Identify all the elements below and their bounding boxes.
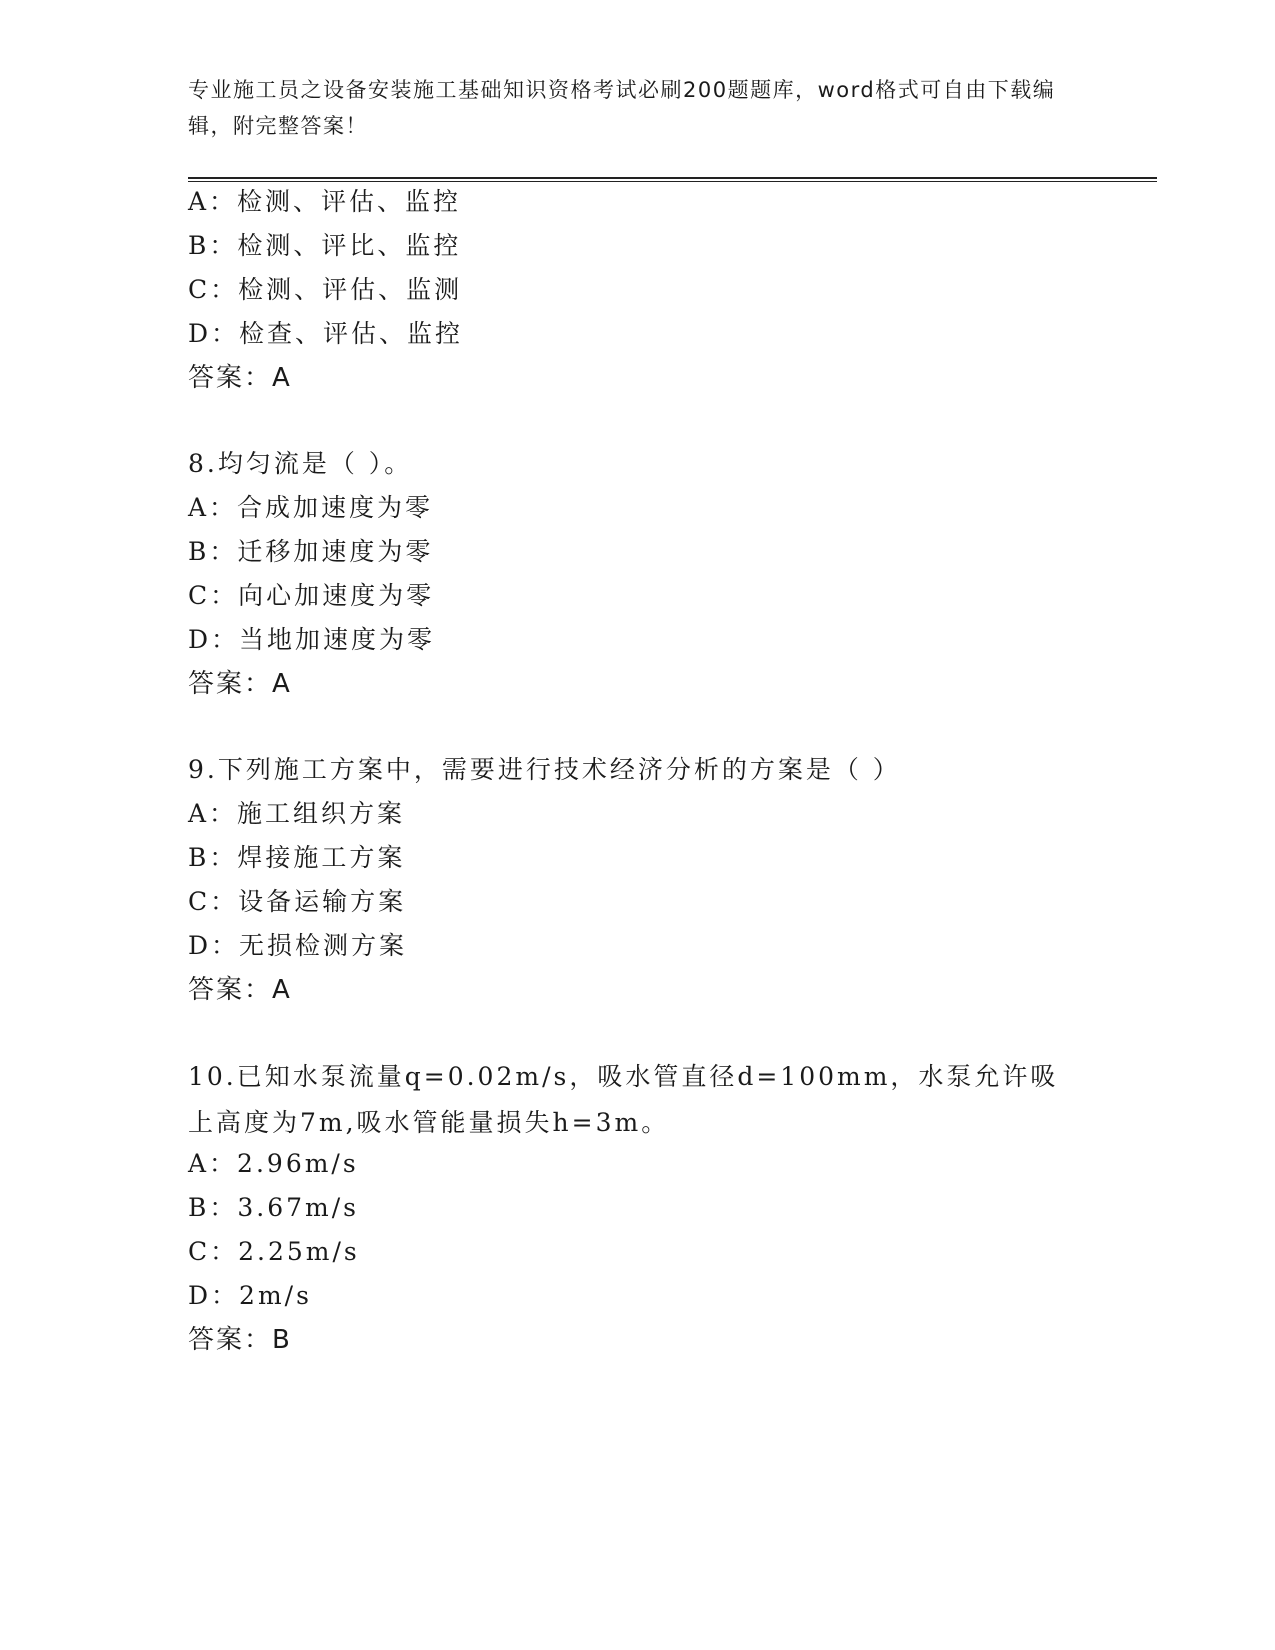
- q8-option-b: B：迁移加速度为零: [188, 537, 434, 566]
- document-title: 专业施工员之设备安装施工基础知识资格考试必刷200题题库，word格式可自由下载编辑，附完整答案！: [188, 78, 1056, 138]
- q7-option-a: A：检测、评估、监控: [188, 187, 462, 216]
- q9-option-d: D：无损检测方案: [188, 931, 408, 960]
- q8-answer: 答案：A: [188, 669, 292, 699]
- q9-question: 9.下列施工方案中，需要进行技术经济分析的方案是（ ）: [188, 755, 901, 784]
- q8-option-c: C：向心加速度为零: [188, 581, 435, 610]
- q10-option-d: D：2m/s: [188, 1281, 312, 1310]
- q7-answer: 答案：A: [188, 363, 292, 393]
- q7-option-d: D：检查、评估、监控: [188, 319, 464, 348]
- header-divider: [188, 177, 1157, 182]
- q10-question: 10.已知水泵流量q=0.02m/s，吸水管直径d=100mm，水泵允许吸上高度为7m,吸水管能量损失h=3m。: [188, 1062, 1059, 1137]
- q10-option-a: A：2.96m/s: [188, 1149, 359, 1178]
- q10-answer: 答案：B: [188, 1325, 292, 1355]
- q9-option-b: B：焊接施工方案: [188, 843, 406, 872]
- q9-option-a: A：施工组织方案: [188, 799, 406, 828]
- q8-option-d: D：当地加速度为零: [188, 625, 436, 654]
- q8-question: 8.均匀流是（ ）。: [188, 449, 413, 478]
- q7-option-c: C：检测、评估、监测: [188, 275, 463, 304]
- q9-option-c: C：设备运输方案: [188, 887, 407, 916]
- q8-option-a: A：合成加速度为零: [188, 493, 434, 522]
- q7-option-b: B：检测、评比、监控: [188, 231, 462, 260]
- q10-option-c: C：2.25m/s: [188, 1237, 360, 1266]
- q9-answer: 答案：A: [188, 975, 292, 1005]
- q10-option-b: B：3.67m/s: [188, 1193, 359, 1222]
